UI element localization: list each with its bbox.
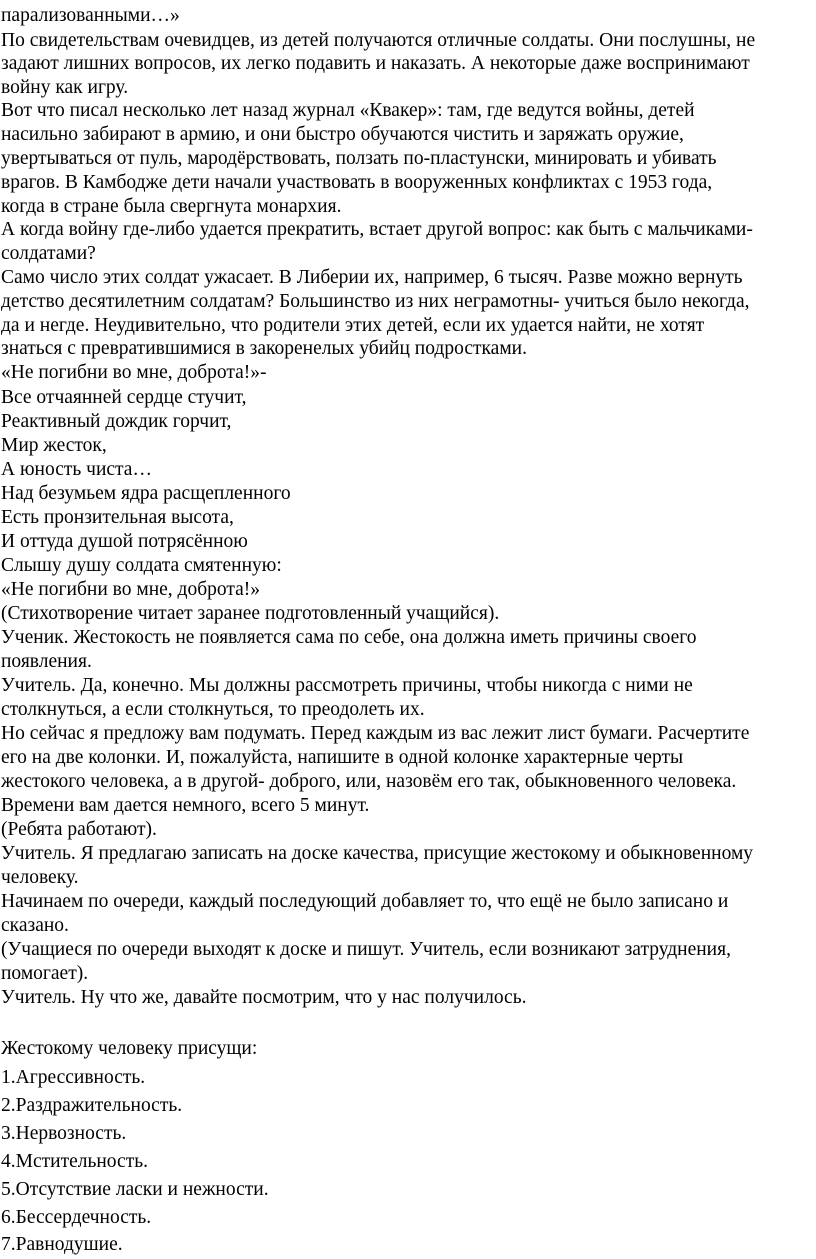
text-line: А юность чиста… bbox=[1, 459, 152, 480]
list-item: 3.Нервозность. bbox=[1, 1123, 127, 1144]
list-item: 2.Раздражительность. bbox=[1, 1095, 183, 1116]
list-item: 6.Бессердечность. bbox=[1, 1207, 152, 1228]
text-line: человеку. bbox=[1, 867, 79, 888]
list-item: 4.Мстительность. bbox=[1, 1151, 148, 1172]
text-line: врагов. В Камбодже дети начали участвовать в вооруженных конфликтах с 1953 года, bbox=[1, 172, 713, 193]
text-line: детство десятилетним солдатам? Большинство из них неграмотны- учиться было некогда, bbox=[1, 291, 750, 312]
text-line: Реактивный дождик горчит, bbox=[1, 411, 232, 432]
text-line: знаться с превратившимися в закоренелых убийц подростками. bbox=[1, 338, 527, 359]
list-item: 5.Отсутствие ласки и нежности. bbox=[1, 1179, 269, 1200]
text-line: войну как игру. bbox=[1, 77, 129, 98]
text-line: Ученик. Жестокость не появляется сама по себе, она должна иметь причины своего bbox=[1, 627, 697, 648]
text-line: Все отчаянней сердце стучит, bbox=[1, 387, 247, 408]
text-line: помогает). bbox=[1, 963, 89, 984]
text-line: По свидетельствам очевидцев, из детей получаются отличные солдаты. Они послушны, не bbox=[1, 30, 756, 51]
text-line: столкнуться, а если столкнуться, то преодолеть их. bbox=[1, 699, 425, 720]
text-line: когда в стране была свергнута монархия. bbox=[1, 196, 342, 217]
text-line: Над безумьем ядра расщепленного bbox=[1, 483, 291, 504]
text-line: Вот что писал несколько лет назад журнал «Квакер»: там, где ведутся войны, детей bbox=[1, 100, 695, 121]
text-line: Но сейчас я предложу вам подумать. Перед каждым из вас лежит лист бумаги. Расчертите bbox=[1, 723, 750, 744]
text-line: И оттуда душой потрясённою bbox=[1, 531, 248, 552]
text-line: Есть пронзительная высота, bbox=[1, 507, 234, 528]
text-line: его на две колонки. И, пожалуйста, напишите в одной колонке характерные черты bbox=[1, 747, 684, 768]
text-line: появления. bbox=[1, 651, 92, 672]
text-line: «Не погибни во мне, доброта!» bbox=[1, 579, 261, 600]
text-line: Само число этих солдат ужасает. В Либерии их, например, 6 тысяч. Разве можно вернуть bbox=[1, 267, 743, 288]
text-line: Времени вам дается немного, всего 5 минут. bbox=[1, 795, 370, 816]
text-line: увертываться от пуль, мародёрствовать, ползать по-пластунски, минировать и убивать bbox=[1, 148, 717, 169]
text-line: солдатами? bbox=[1, 243, 96, 264]
text-line: Мир жесток, bbox=[1, 435, 107, 456]
text-line: Начинаем по очереди, каждый последующий добавляет то, что ещё не было записано и bbox=[1, 891, 729, 912]
text-line: «Не погибни во мне, доброта!»- bbox=[1, 362, 267, 383]
text-line: насильно забирают в армию, и они быстро обучаются чистить и заряжать оружие, bbox=[1, 124, 684, 145]
text-line: Слышу душу солдата смятенную: bbox=[1, 555, 282, 576]
text-line: Учитель. Ну что же, давайте посмотрим, что у нас получилось. bbox=[1, 987, 527, 1008]
text-line: да и негде. Неудивительно, что родители этих детей, если их удается найти, не хотят bbox=[1, 315, 705, 336]
text-line: жестокого человека, а в другой- доброго, или, назовём его так, обыкновенного человека. bbox=[1, 771, 737, 792]
text-line: (Ребята работают). bbox=[1, 819, 157, 840]
text-line: сказано. bbox=[1, 915, 69, 936]
text-line: А когда войну где-либо удается прекратить, встает другой вопрос: как быть с мальчиками- bbox=[1, 219, 753, 240]
text-line: задают лишних вопросов, их легко подавить и наказать. А некоторые даже воспринимают bbox=[1, 53, 750, 74]
text-line: парализованными…» bbox=[1, 5, 180, 26]
list-item: 1.Агрессивность. bbox=[1, 1067, 146, 1088]
text-line: Учитель. Да, конечно. Мы должны рассмотреть причины, чтобы никогда с ними не bbox=[1, 675, 693, 696]
text-line: Учитель. Я предлагаю записать на доске качества, присущие жестокому и обыкновенному bbox=[1, 843, 754, 864]
list-heading: Жестокому человеку присущи: bbox=[1, 1038, 258, 1059]
text-line: (Учащиеся по очереди выходят к доске и пишут. Учитель, если возникают затруднения, bbox=[1, 939, 731, 960]
list-item: 7.Равнодушие. bbox=[1, 1234, 123, 1255]
text-line: (Стихотворение читает заранее подготовленный учащийся). bbox=[1, 603, 500, 624]
